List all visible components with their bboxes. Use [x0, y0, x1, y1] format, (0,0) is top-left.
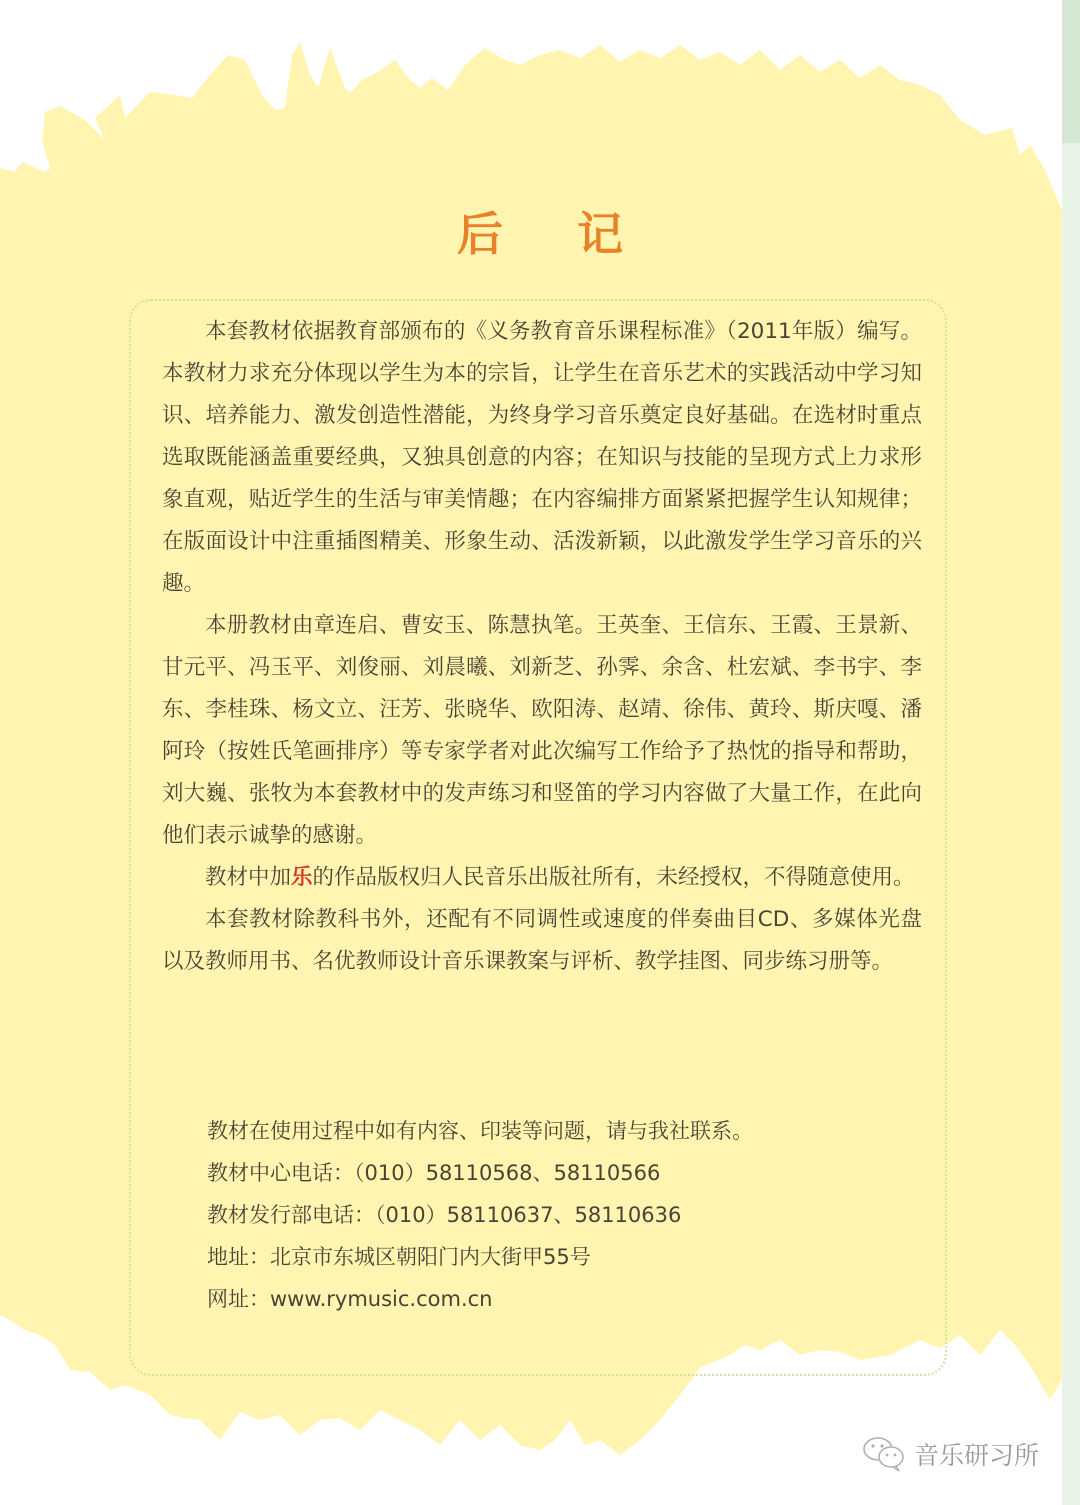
copyright-text-after: 的作品版权归人民音乐出版社所有，未经授权，不得随意使用。 [312, 865, 915, 890]
watermark [862, 1436, 1039, 1472]
wechat-icon [862, 1436, 908, 1472]
watermark-text: 音乐研习所 [914, 1441, 1040, 1470]
afterword-body [162, 311, 922, 983]
paragraph-copyright [162, 857, 922, 899]
copyright-text-before: 教材中加 [205, 865, 292, 890]
paragraph-curriculum: 本套教材依据教育部颁布的《义务教育音乐课程标准》（2011年版）编写。本教材力求充分体现以学生为本的宗旨，让学生在音乐艺术的实践活动中学习知识、培养能力、激发创造性潜能，为终身学习音乐奠定良好基础。在选材时重点选取既能涵盖重要经典，又独具创意的内容；在知识与技能的呈现方式上力求形象直观，贴近学生的生活与审美情趣；在内容编排方面紧紧把握学生认知规律；在版面设计中注重插图精美、形象生动、活泼新颖，以此激发学生学习音乐的兴趣。 [162, 319, 922, 596]
paragraph-acknowledgements: 本册教材由章连启、曹安玉、陈慧执笔。王英奎、王信东、王霞、王景新、甘元平、冯玉平、刘俊丽、刘晨曦、刘新芝、孙霁、余含、杜宏斌、李书宇、李东、李桂珠、杨文立、汪芳、张晓华、欧阳涛、赵靖、徐伟、黄玲、斯庆嘎、潘阿玲（按姓氏笔画排序）等专家学者对此次编写工作给予了热忱的指导和帮助，刘大巍、张牧为本套教材中的发声练习和竖笛的学习内容做了大量工作，在此向他们表示诚挚的感谢。 [162, 613, 922, 848]
center-phone: 教材中心电话：（010）58110568、58110566 [207, 1161, 661, 1185]
publisher-mark-icon: 乐 [291, 865, 313, 890]
contact-intro: 教材在使用过程中如有内容、印装等问题，请与我社联系。 [207, 1119, 753, 1143]
page-title: 后记 [457, 207, 697, 261]
distribution-phone: 教材发行部电话：（010）58110637、58110636 [207, 1203, 682, 1227]
side-scroll-thumb[interactable] [1062, 0, 1080, 143]
website-link[interactable]: 网址：www.rymusic.com.cn [207, 1287, 493, 1311]
contact-info [207, 1110, 753, 1320]
paragraph-supplementary-materials: 本套教材除教科书外，还配有不同调性或速度的伴奏曲目CD、多媒体光盘以及教师用书、名优教师设计音乐课教案与评析、教学挂图、同步练习册等。 [162, 907, 922, 974]
address: 地址：北京市东城区朝阳门内大街甲55号 [207, 1245, 591, 1269]
